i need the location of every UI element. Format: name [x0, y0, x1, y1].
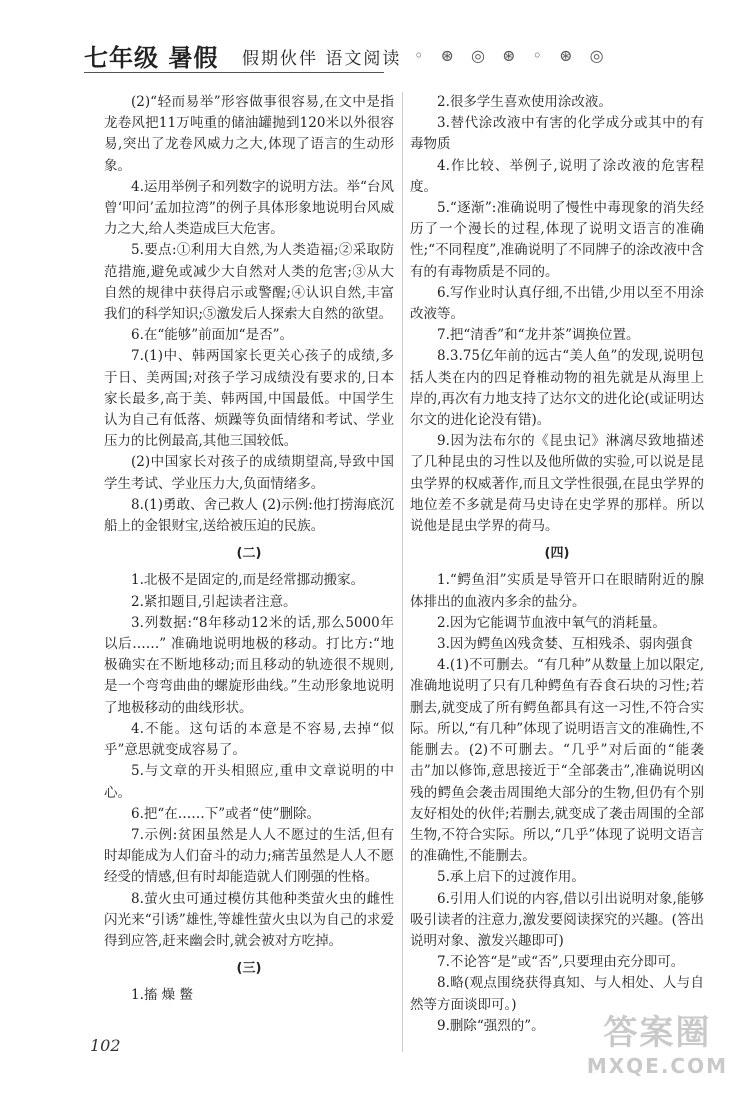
book-subtitle: 假期伙伴 语文阅读 — [242, 49, 402, 69]
section-heading: (四) — [544, 546, 570, 562]
answer-paragraph: 4.不能。这句话的本意是不容易,去掉“似乎”意思就变成容易了。 — [104, 720, 394, 759]
answer-paragraph: (2)中国家长对孩子的成绩期望高,导致中国学生考试、学业压力大,负面情绪多。 — [104, 454, 394, 492]
answer-paragraph: 2.很多学生喜欢使用涂改液。 — [437, 94, 612, 110]
answer-paragraph: 8.略(观点围绕获得真知、与人相处、人与自然等方面谈即可。) — [410, 975, 704, 1013]
right-column — [410, 92, 704, 1037]
answer-paragraph: 6.引用人们说的内容,借以引出说明对象,能够吸引读者的注意力,激发要阅读探究的兴趣。(答出说明对象、激发兴趣即可) — [410, 890, 704, 949]
answer-paragraph: 8.3.75亿年前的远古“美人鱼”的发现,说明包括人类在内的四足脊椎动物的祖先就是从海里上岸的,再次有力地支持了达尔文的进化论(或证明达尔文的进化论没有错)。 — [410, 348, 704, 429]
answer-paragraph: 3.替代涂改液中有害的化学成分或其中的有毒物质 — [410, 115, 704, 153]
header-rule — [84, 72, 384, 73]
answer-paragraph: 6.写作业时认真仔细,不出错,少用以至不用涂改液等。 — [410, 284, 704, 323]
answer-paragraph: 4.运用举例子和列数字的说明方法。举“台风曾‘叩问’孟加拉湾”的例子具体形象地说明台风威力之大,给人类造成巨大危害。 — [104, 178, 394, 238]
watermark-logo: 答案圈 MXQE.COM — [586, 1013, 728, 1078]
left-column — [104, 92, 394, 1007]
answer-paragraph: 1.搐 燥 鳖 — [131, 987, 193, 1004]
answer-paragraph: 3.列数据:“8年移动12米的话,那么5000年以后……” 准确地说明地极的移动。打比方:“地极确实在不断地移动;而且移动的轨迹很不规则,是一个弯弯曲曲的螺旋形曲线。”生动形象地说明了地极移动的曲线形状。 — [104, 614, 394, 716]
answer-paragraph: 6.把“在……下”或者“使”删除。 — [131, 805, 320, 822]
page-header — [84, 38, 704, 78]
answer-paragraph: 3.因为鳄鱼凶残贪婪、互相残杀、弱肉强食 — [437, 636, 693, 653]
section-heading: (三) — [236, 961, 262, 977]
answer-paragraph: 7.不论答“是”或“否”,只要理由充分即可。 — [437, 954, 685, 971]
answer-paragraph: 5.承上启下的过渡作用。 — [437, 869, 585, 886]
answer-paragraph: 6.在“能够”前面加“是否”。 — [131, 327, 293, 344]
header-decoration: ◦ ⊛ ◎ ⊛ ◦ ⊛ ◎ — [414, 46, 610, 65]
column-divider — [402, 92, 403, 1052]
section-heading: (二) — [236, 546, 262, 562]
answer-paragraph: 8.萤火虫可通过模仿其他种类萤火虫的雌性闪光来“引诱”雄性,等雄性萤火虫以为自己的求爱得到应答,赶来幽会时,就会被对方吃掉。 — [104, 890, 394, 949]
answer-paragraph: 8.(1)勇敢、舍己救人 (2)示例:他打捞海底沉船上的金银财宝,送给被压迫的民族。 — [104, 496, 394, 535]
answer-paragraph: 5.“逐渐”:准确说明了慢性中毒现象的消失经历了一个漫长的过程,体现了说明文语言的准确性;“不同程度”,准确说明了不同牌子的涂改液中含有的有毒物质是不同的。 — [410, 200, 704, 280]
answer-paragraph: 9.因为法布尔的《昆虫记》淋漓尽致地描述了几种昆虫的习性以及他所做的实验,可以说是昆虫学界的权威著作,而且文学性很强,在昆虫学界的地位差不多就是荷马史诗在史学界的那样。所以说他是昆虫学界的荷马。 — [410, 433, 704, 535]
answer-paragraph: (2)“轻而易举”形容做事很容易,在文中是指龙卷风把11万吨重的储油罐抛到120米以外很容易,突出了龙卷风威力之大,体现了语言的生动形象。 — [104, 94, 394, 174]
answer-paragraph: 9.删除“强烈的”。 — [437, 1017, 545, 1034]
answer-paragraph: 4.作比较、举例子,说明了涂改液的危害程度。 — [410, 157, 704, 195]
answer-paragraph: 7.把“清香”和“龙井茶”调换位置。 — [437, 327, 640, 344]
answer-paragraph: 4.(1)不可删去。“有几种”从数量上加以限定,准确地说明了只有几种鳄鱼有吞食石块的习性;若删去,就变成了所有鳄鱼都具有这一习性,不符合实际。所以,“有几种”体现了说明语言文的准确性,不能删去。(2)不可删去。“几乎”对后面的“能袭击”加以修饰,意思接近于“全部袭击”,准确说明凶残的鳄鱼会袭击周围绝大部分的生物,但仍有个别友好相处的伙伴;若删去,就变成了袭击周围的全部生物,不符合实际。所以,“几乎”体现了说明文语言的准确性,不能删去。 — [410, 657, 704, 865]
answer-paragraph: 5.要点:①利用大自然,为人类造福;②采取防范措施,避免或减少大自然对人类的危害;③从大自然的规律中获得启示或警醒;④认识自然,丰富我们的科学知识;⑤激发后人探索大自然的欲望。 — [104, 242, 394, 323]
answer-paragraph: 7.示例:贫困虽然是人人不愿过的生活,但有时却能成为人们奋斗的动力;痛苦虽然是人人不愿经受的情感,但有时却能造就人们刚强的性格。 — [104, 826, 394, 886]
answer-paragraph: 1.北极不是固定的,而是经常挪动搬家。 — [131, 572, 365, 589]
page-number: 102 — [90, 1036, 121, 1055]
answer-paragraph: 2.因为它能调节血液中氧气的消耗量。 — [437, 614, 666, 631]
answer-paragraph: 7.(1)中、韩两国家长更关心孩子的成绩,多于日、美两国;对孩子学习成绩没有要求的,日本家长最多,高于美、韩两国,中国最低。中国学生认为自己有低落、烦躁等负面情绪和考试、学业压力的比例最高,其他三国较低。 — [104, 348, 394, 450]
answer-paragraph: 1.“鳄鱼泪”实质是导管开口在眼睛附近的腺体排出的血液内多余的盐分。 — [410, 572, 704, 610]
grade-title: 七年级 暑假 — [84, 44, 219, 72]
answer-paragraph: 5.与文章的开头相照应,重申文章说明的中心。 — [104, 763, 394, 801]
answer-paragraph: 2.紧扣题目,引起读者注意。 — [131, 593, 297, 610]
